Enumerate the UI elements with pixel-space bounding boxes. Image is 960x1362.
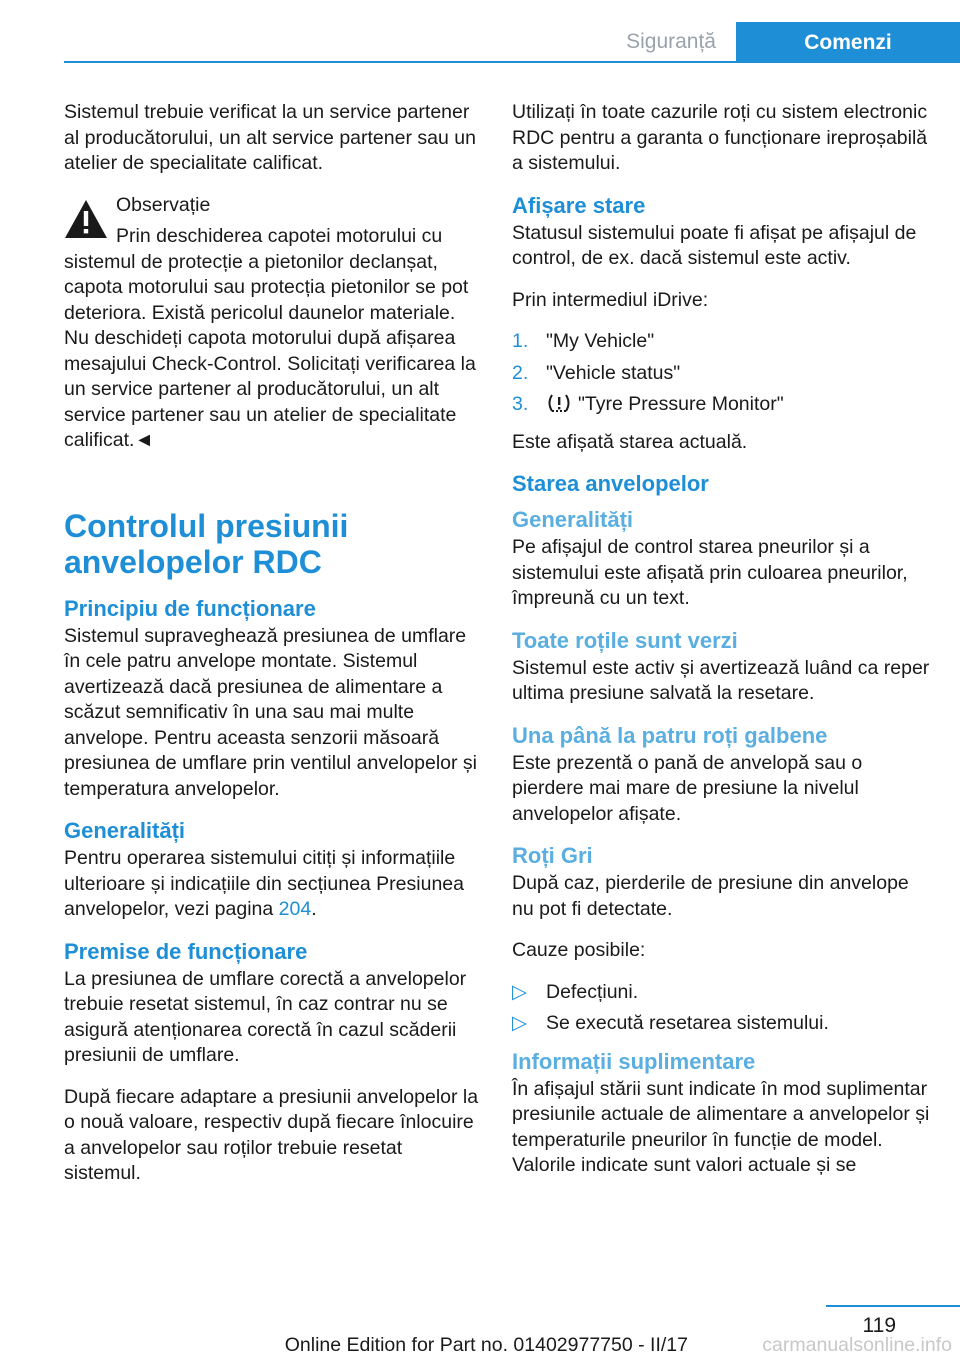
- generalities-text-end: .: [311, 898, 317, 920]
- step-number: 1.: [512, 330, 529, 352]
- page-footer: [0, 1300, 960, 1362]
- tyre-pressure-icon: [546, 393, 572, 413]
- all-green-paragraph: Sistemul este activ și avertizează luând ca reper ultima presiune salvată la resetare.: [512, 656, 930, 704]
- grey-wheels-paragraph: După caz, pierderile de presiune din anvelope nu pot fi detectate.: [512, 872, 909, 920]
- subheading-additional-info: Informații suplimentare: [512, 1048, 756, 1074]
- step-text: "Vehicle status": [546, 361, 681, 384]
- warning-triangle-icon: [64, 199, 108, 239]
- footer-rule: [826, 1305, 960, 1307]
- right-column: [512, 100, 932, 1195]
- causes-label: Cauze posibile:: [512, 939, 646, 961]
- page-number: 119: [862, 1314, 896, 1337]
- causes-list: [512, 980, 932, 1037]
- triangle-bullet-icon: ▷: [512, 980, 527, 1003]
- step-number: 2.: [512, 361, 529, 384]
- subheading-all-green: Toate roțile sunt verzi: [512, 627, 738, 653]
- list-item: [512, 1011, 932, 1037]
- cause-text: Se execută resetarea sistemului.: [546, 1012, 829, 1034]
- subheading-generalities-right: Generalități: [512, 507, 634, 532]
- page-link-204[interactable]: 204: [278, 898, 312, 920]
- header-rule: [64, 61, 960, 63]
- list-item: [512, 361, 932, 387]
- generalities-text: Pentru operarea sistemului citiți și informațiile ulterioare și indicațiile din secțiunea Presiunea anvelopelor, vezi pagina: [64, 847, 464, 920]
- idrive-steps-list: [512, 329, 932, 418]
- subheading-prerequisites: Premise de funcționare: [64, 938, 308, 964]
- watermark: carmanualsonline.info: [762, 1334, 952, 1356]
- subheading-principle: Principiu de funcționare: [64, 595, 316, 621]
- additional-info-paragraph: În afișajul stării sunt indicate în mod suplimentar presiunile actuale de alimentare a anvelopelor și temperaturile pneurilor în funcție de model. Valorile indicate sunt valori actuale și se: [512, 1077, 930, 1176]
- step-text: "Tyre Pressure Monitor": [578, 393, 784, 415]
- principle-paragraph: Sistemul supraveghează presiunea de umflare în cele patru anvelope montate. Sistemul avertizează dacă presiunea de alimentare a scăzut semnificativ în una sau mai multe anvelope. Pentru aceasta senzorii măsoară presiunea de umflare prin ventilul anvelopelor și temperatura anvelopelor.: [64, 624, 477, 800]
- subheading-generalities: Generalități: [64, 818, 186, 843]
- left-column: [64, 100, 484, 1203]
- cause-text: Defecțiuni.: [546, 980, 639, 1003]
- list-item: [512, 980, 932, 1006]
- prerequisites-paragraph-1: La presiunea de umflare corectă a anvelopelor trebuie resetat sistemul, în caz contrar nu se asigură atenționarea corectă în cazul scăderii presiunii de umflare.: [64, 967, 467, 1066]
- warning-title: Observație: [116, 193, 211, 216]
- warning-note: [64, 193, 484, 454]
- subheading-tyre-state: Starea anvelopelor: [512, 471, 709, 496]
- left-intro-paragraph: Sistemul trebuie verificat la un service partener al producătorului, un alt service partener sau un atelier de specialitate calificat.: [64, 101, 476, 174]
- tab-comenzi[interactable]: Comenzi: [736, 22, 960, 62]
- subheading-grey-wheels: Roți Gri: [512, 843, 593, 868]
- edition-text: Online Edition for Part no. 01402977750 - II/17: [284, 1334, 688, 1356]
- page-header: [0, 0, 960, 62]
- list-item: [512, 392, 932, 418]
- status-paragraph: Statusul sistemului poate fi afișat pe afișajul de control, de ex. dacă sistemul este activ.: [512, 221, 917, 269]
- tab-siguranta[interactable]: Siguranță: [626, 30, 716, 53]
- generalities-right-paragraph: Pe afișajul de control starea pneurilor și a sistemului este afișată prin culoarea pneurilor, împreună cu un text.: [512, 536, 908, 609]
- step-text: "My Vehicle": [546, 330, 655, 352]
- generalities-paragraph: [64, 846, 484, 923]
- step-number: 3.: [512, 393, 529, 415]
- subheading-yellow-wheels: Una până la patru roți galbene: [512, 722, 828, 748]
- warning-text: Prin deschiderea capotei motorului cu sistemul de protecție a pietonilor declanșat, capota motorului sau protecția pietonilor se pot deteriora. Există pericolul daunelor materiale. Nu deschideți capota motorului după afișarea mesajului Check-Control. Solicitați verificarea la un service partener al producătorului, un alt service partener sau un atelier de specialitate calificat.◄: [64, 225, 476, 451]
- yellow-wheels-paragraph: Este prezentă o pană de anvelopă sau o pierdere mai mare de presiune la nivelul anvelopelor afișate.: [512, 751, 863, 825]
- subheading-status-display: Afișare stare: [512, 192, 646, 218]
- current-state-paragraph: Este afișată starea actuală.: [512, 430, 748, 453]
- right-intro-paragraph: Utilizați în toate cazurile roți cu sistem electronic RDC pentru a garanta o funcționare ireproșabilă a sistemului.: [512, 101, 928, 174]
- list-item: [512, 329, 932, 355]
- idrive-paragraph: Prin intermediul iDrive:: [512, 288, 709, 311]
- prerequisites-paragraph-2: După fiecare adaptare a presiunii anvelopelor la o nouă valoare, respectiv după fiecare înlocuire a anvelopelor sau roților trebuie resetat sistemul.: [64, 1085, 479, 1184]
- triangle-bullet-icon: ▷: [512, 1012, 527, 1034]
- section-heading-rdc: Controlul presiunii anvelopelor RDC: [64, 507, 349, 580]
